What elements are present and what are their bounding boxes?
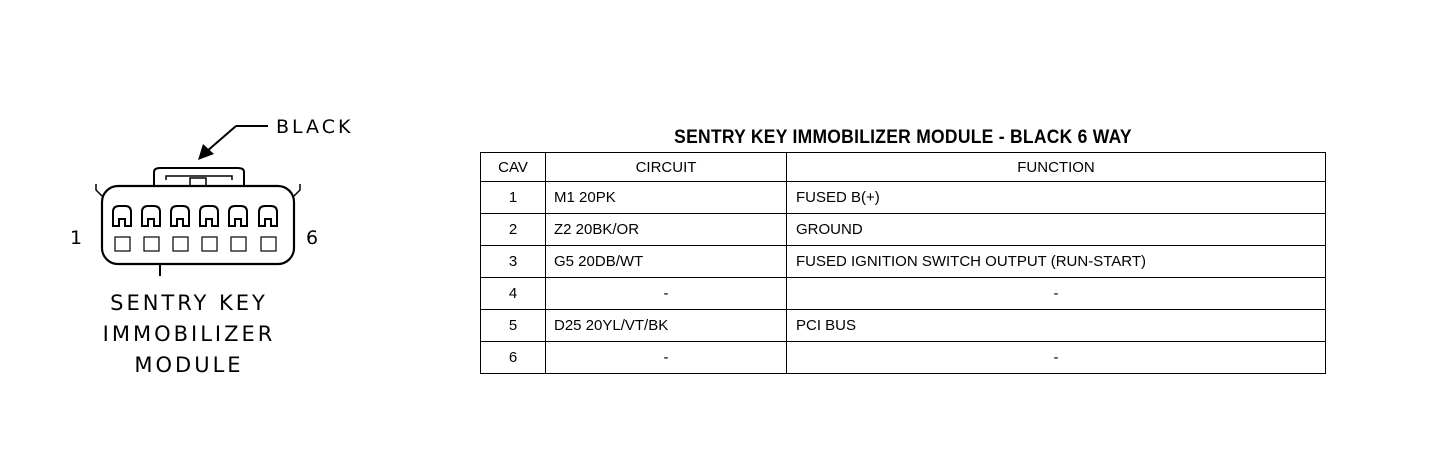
table-row (481, 214, 1326, 246)
table-header-row (481, 153, 1326, 182)
function-cell: FUSED IGNITION SWITCH OUTPUT (RUN-START) (787, 246, 1326, 278)
cav-cell: 3 (481, 246, 546, 278)
header-function: FUNCTION (787, 153, 1326, 182)
circuit-cell: - (546, 278, 787, 310)
leader-arrow (206, 126, 268, 152)
connector-color-label: BLACK (276, 116, 354, 138)
circuit-cell: G5 20DB/WT (546, 246, 787, 278)
circuit-cell: D25 20YL/VT/BK (546, 310, 787, 342)
function-cell: PCI BUS (787, 310, 1326, 342)
pin-first-label: 1 (70, 227, 83, 249)
module-name (96, 288, 282, 381)
function-cell: FUSED B(+) (787, 182, 1326, 214)
cav-cell: 2 (481, 214, 546, 246)
table-title: SENTRY KEY IMMOBILIZER MODULE - BLACK 6 WAY (674, 127, 1132, 148)
table-row (481, 310, 1326, 342)
cav-cell: 4 (481, 278, 546, 310)
circuit-cell: - (546, 342, 787, 374)
module-name-line: MODULE (134, 353, 244, 377)
circuit-cell: Z2 20BK/OR (546, 214, 787, 246)
pin-last-label: 6 (306, 227, 319, 249)
header-circuit: CIRCUIT (546, 153, 787, 182)
module-name-line: SENTRY KEY (110, 291, 268, 315)
cav-cell: 6 (481, 342, 546, 374)
function-cell: GROUND (787, 214, 1326, 246)
table-row (481, 342, 1326, 374)
function-cell: - (787, 278, 1326, 310)
table-row (481, 246, 1326, 278)
table-row (481, 278, 1326, 310)
circuit-cell: M1 20PK (546, 182, 787, 214)
header-cav: CAV (481, 153, 546, 182)
table-row (481, 182, 1326, 214)
pinout-table (480, 152, 1326, 374)
cav-cell: 1 (481, 182, 546, 214)
function-cell: - (787, 342, 1326, 374)
module-name-line: IMMOBILIZER (102, 322, 276, 346)
cav-cell: 5 (481, 310, 546, 342)
